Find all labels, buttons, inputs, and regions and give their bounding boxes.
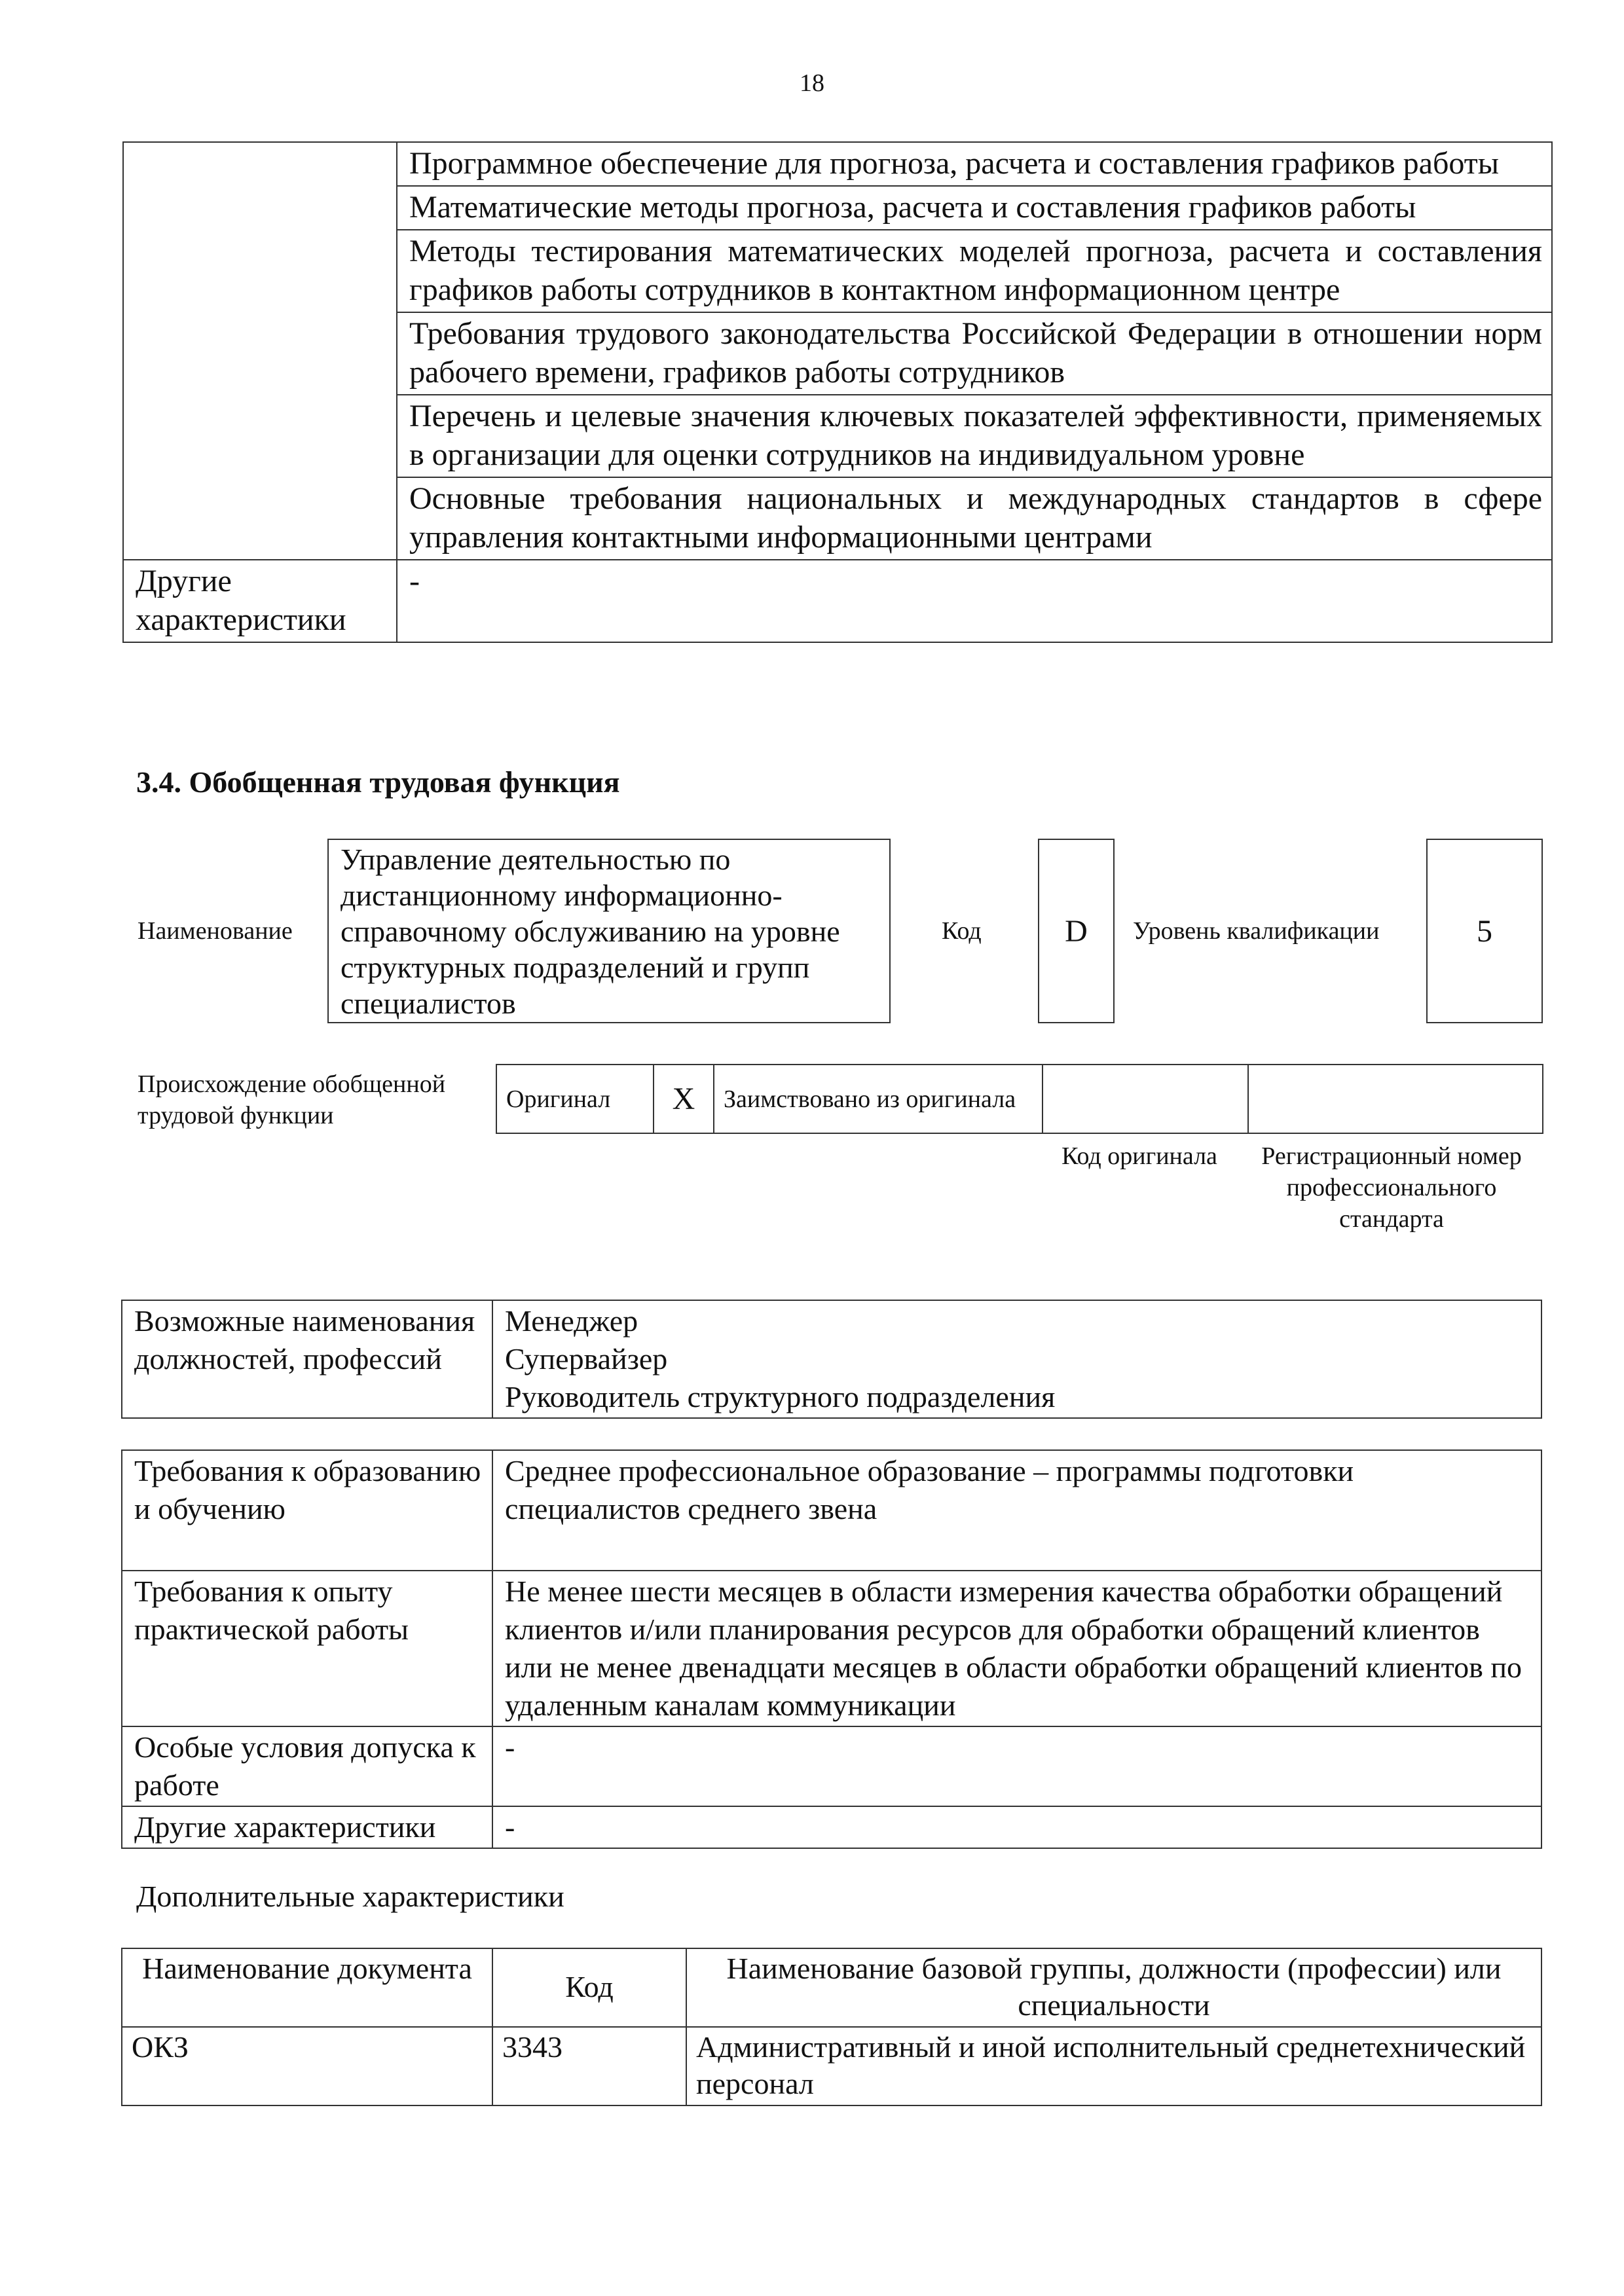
original-mark: X	[654, 1065, 714, 1133]
positions-values	[492, 1300, 1541, 1418]
other-characteristics-value: -	[397, 560, 1552, 642]
knowledge-item: Методы тестирования математических моделей прогноза, расчета и составления графиков работы сотрудников в контактном информационном центре	[397, 230, 1552, 312]
qualification-level-box: 5	[1426, 839, 1543, 1023]
code-box: D	[1038, 839, 1115, 1023]
knowledge-item: Математические методы прогноза, расчета и составления графиков работы	[397, 186, 1552, 230]
knowledge-item: Программное обеспечение для прогноза, расчета и составления графиков работы	[397, 142, 1552, 186]
original-label: Оригинал	[496, 1065, 654, 1133]
other-characteristics-label: Другие характеристики	[123, 560, 397, 642]
position-item: Супервайзер	[505, 1342, 668, 1376]
positions-label: Возможные наименования должностей, профессий	[122, 1300, 492, 1418]
knowledge-label-cell	[123, 142, 397, 560]
experience-requirements-label: Требования к опыту практической работы	[122, 1571, 492, 1726]
header-document: Наименование документа	[122, 1948, 492, 2027]
knowledge-item: Требования трудового законодательства Российской Федерации в отношении норм рабочего времени, графиков работы сотрудников	[397, 312, 1552, 395]
knowledge-table	[122, 141, 1553, 643]
page-number: 18	[800, 69, 824, 97]
function-name-box: Управление деятельностью по дистанционному информационно-справочному обслуживанию на уровне структурных подразделений и групп специалистов	[327, 839, 891, 1023]
position-item: Руководитель структурного подразделения	[505, 1380, 1056, 1413]
original-code-cell	[1043, 1065, 1248, 1133]
other-characteristics-value: -	[492, 1806, 1541, 1848]
qualification-level-label: Уровень квалификации	[1133, 917, 1380, 945]
other-characteristics-label: Другие характеристики	[122, 1806, 492, 1848]
experience-requirements-value: Не менее шести месяцев в области измерения качества обработки обращений клиентов и/или планирования ресурсов для обработки обращений клиентов или не менее двенадцати месяцев в области обработки обращений клиентов по удаленным каналам коммуникации	[492, 1571, 1541, 1726]
additional-title: Дополнительные характеристики	[136, 1880, 564, 1913]
registration-number-cell	[1248, 1065, 1543, 1133]
borrowed-label: Заимствовано из оригинала	[714, 1065, 1043, 1133]
section-title: 3.4. Обобщенная трудовая функция	[136, 765, 620, 799]
additional-table	[121, 1948, 1542, 2106]
code-label: Код	[942, 917, 982, 945]
header-code: Код	[492, 1948, 686, 2027]
knowledge-item: Перечень и целевые значения ключевых показателей эффективности, применяемых в организации для оценки сотрудников на индивидуальном уровне	[397, 395, 1552, 477]
origin-table	[496, 1064, 1543, 1134]
registration-number-caption: Регистрационный номер профессионального стандарта	[1261, 1142, 1522, 1233]
special-conditions-value: -	[492, 1726, 1541, 1806]
positions-table	[121, 1300, 1542, 1419]
education-requirements-value: Среднее профессиональное образование – программы подготовки специалистов среднего звена	[492, 1450, 1541, 1571]
row-group-name: Административный и иной исполнительный среднетехнический персонал	[686, 2027, 1541, 2105]
row-code: 3343	[492, 2027, 686, 2105]
education-requirements-label: Требования к образованию и обучению	[122, 1450, 492, 1571]
name-label: Наименование	[138, 917, 293, 945]
header-group-name: Наименование базовой группы, должности (профессии) или специальности	[686, 1948, 1541, 2027]
original-code-caption: Код оригинала	[1061, 1142, 1217, 1170]
knowledge-item: Основные требования национальных и международных стандартов в сфере управления контактными информационными центрами	[397, 477, 1552, 560]
position-item: Менеджер	[505, 1304, 638, 1338]
row-document: ОКЗ	[122, 2027, 492, 2105]
special-conditions-label: Особые условия допуска к работе	[122, 1726, 492, 1806]
requirements-table	[121, 1449, 1542, 1849]
origin-label: Происхождение обобщенной трудовой функции	[138, 1070, 446, 1129]
